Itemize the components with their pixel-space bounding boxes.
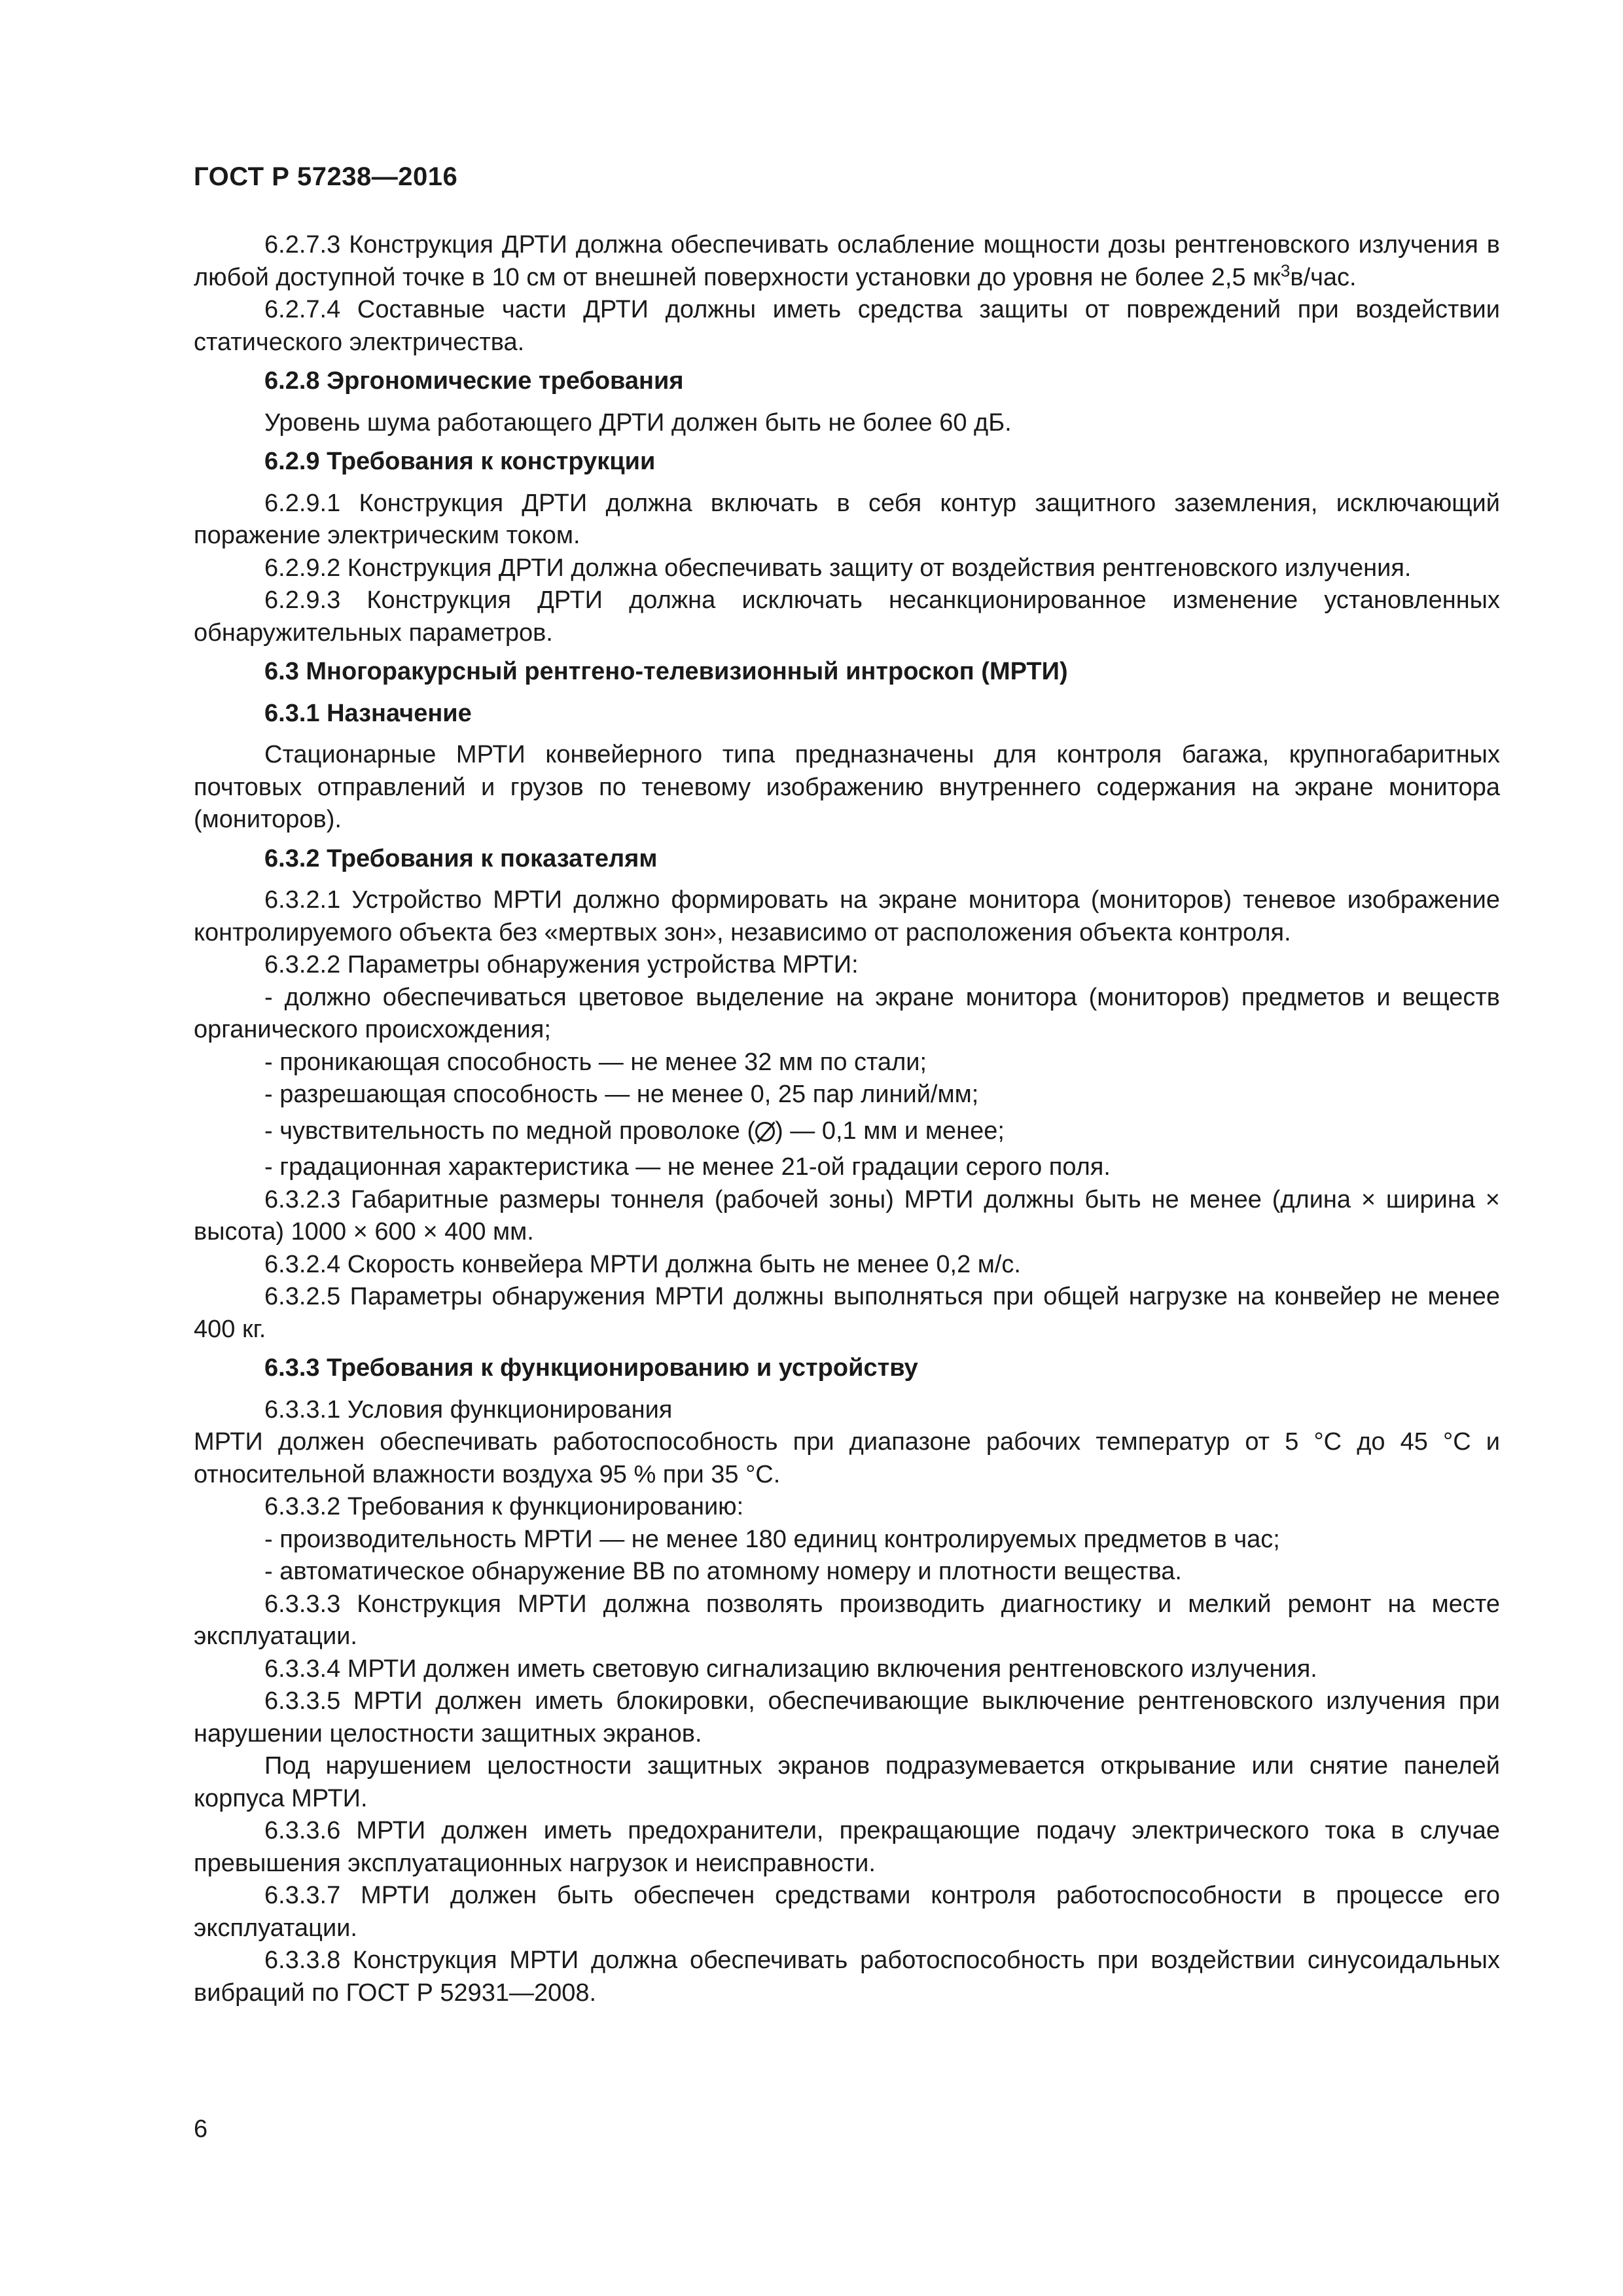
paragraph-6-2-8: Уровень шума работающего ДРТИ должен быть не более 60 дБ. xyxy=(264,408,1012,437)
paragraph-6-3-3-1: 6.3.3.1 Условия функционирования xyxy=(264,1395,673,1424)
diameter-icon xyxy=(755,1122,775,1141)
list-item: - проникающая способность — не менее 32 мм по стали; xyxy=(264,1048,927,1076)
heading-6-3-2: 6.3.2 Требования к показателям xyxy=(264,844,658,872)
paragraph-6-2-9-1: 6.2.9.1 Конструкция ДРТИ должна включать в себя контур защитного заземления, исключающий поражение электрическим током. xyxy=(194,489,1500,549)
paragraph-6-2-7-4: 6.2.7.4 Составные части ДРТИ должны иметь средства защиты от повреждений при воздействии статического электричества. xyxy=(194,296,1500,356)
list-item: - должно обеспечиваться цветовое выделение на экране монитора (мониторов) предметов и веществ органического происхождения; xyxy=(194,983,1500,1043)
list-item: - автоматическое обнаружение ВВ по атомному номеру и плотности вещества. xyxy=(264,1558,1182,1585)
page-number: 6 xyxy=(194,2115,208,2143)
superscript: 3 xyxy=(1280,260,1291,280)
paragraph-6-3-3-5-note: Под нарушением целостности защитных экранов подразумевается открывание или снятие панелей корпуса МРТИ. xyxy=(194,1752,1500,1812)
list-item: - градационная характеристика — не менее 21-ой градации серого поля. xyxy=(264,1153,1111,1181)
paragraph-6-3-2-4: 6.3.2.4 Скорость конвейера МРТИ должна быть не менее 0,2 м/с. xyxy=(264,1250,1021,1278)
paragraph-6-3-3-2: 6.3.3.2 Требования к функционированию: xyxy=(264,1493,744,1520)
heading-6-2-8: 6.2.8 Эргономические требования xyxy=(264,367,684,395)
paragraph-6-2-9-3: 6.2.9.3 Конструкция ДРТИ должна исключать несанкционированное изменение установленных обнаружительных параметров. xyxy=(194,586,1500,647)
heading-6-3: 6.3 Многоракурсный рентгено-телевизионный интроскоп (МРТИ) xyxy=(264,658,1068,685)
paragraph-6-3-1: Стационарные МРТИ конвейерного типа предназначены для контроля багажа, крупногабаритных почтовых отправлений и грузов по теневому изображению внутреннего содержания на экране монитора (мониторов). xyxy=(194,741,1500,833)
paragraph-6-3-3-1-body: МРТИ должен обеспечивать работоспособность при диапазоне рабочих температур от 5 °С до 45 °С и относительной влажности воздуха 95 % при 35 °С. xyxy=(194,1428,1500,1488)
heading-6-3-1: 6.3.1 Назначение xyxy=(264,699,472,727)
paragraph-6-3-2-1: 6.3.2.1 Устройство МРТИ должно формировать на экране монитора (мониторов) теневое изображение контролируемого объекта без «мертвых зон», независимо от расположения объекта контроля. xyxy=(194,886,1500,946)
list-item: - производительность МРТИ — не менее 180 единиц контролируемых предметов в час; xyxy=(264,1525,1280,1553)
document-code: ГОСТ Р 57238—2016 xyxy=(194,162,458,191)
paragraph-6-3-3-3: 6.3.3.3 Конструкция МРТИ должна позволять производить диагностику и мелкий ремонт на месте эксплуатации. xyxy=(194,1590,1500,1650)
list-item-text-end: ) — 0,1 мм и менее; xyxy=(775,1117,1005,1145)
paragraph-6-3-2-5: 6.3.2.5 Параметры обнаружения МРТИ должны выполняться при общей нагрузке на конвейер не менее 400 кг. xyxy=(194,1283,1500,1343)
paragraph-6-3-3-6: 6.3.3.6 МРТИ должен иметь предохранители, прекращающие подачу электрического тока в случае превышения эксплуатационных нагрузок и неисправности. xyxy=(194,1817,1500,1877)
paragraph-6-3-3-4: 6.3.3.4 МРТИ должен иметь световую сигнализацию включения рентгеновского излучения. xyxy=(264,1655,1317,1683)
paragraph-6-3-3-7: 6.3.3.7 МРТИ должен быть обеспечен средствами контроля работоспособности в процессе его эксплуатации. xyxy=(194,1882,1500,1942)
paragraph-text: 6.2.7.3 Конструкция ДРТИ должна обеспечивать ослабление мощности дозы рентгеновского излучения в любой доступной точке в 10 см от внешней поверхности установки до уровня не более 2,5 мк xyxy=(194,231,1500,291)
paragraph-6-3-2-3: 6.3.2.3 Габаритные размеры тоннеля (рабочей зоны) МРТИ должны быть не менее (длина × ширина × высота) 1000 × 600 × 400 мм. xyxy=(194,1185,1500,1246)
paragraph-6-2-7-3 xyxy=(194,229,1500,294)
list-item-text: - чувствительность по медной проволоке ( xyxy=(264,1117,756,1145)
heading-6-3-3: 6.3.3 Требования к функционированию и устройству xyxy=(264,1354,918,1382)
paragraph-text-end: в/час. xyxy=(1290,263,1357,291)
list-item: - разрешающая способность — не менее 0, 25 пар линий/мм; xyxy=(264,1081,979,1108)
list-item xyxy=(194,1115,1500,1148)
document-body xyxy=(194,229,1500,2009)
heading-6-2-9: 6.2.9 Требования к конструкции xyxy=(264,448,656,475)
paragraph-6-3-2-2: 6.3.2.2 Параметры обнаружения устройства МРТИ: xyxy=(264,951,859,978)
paragraph-6-3-3-5: 6.3.3.5 МРТИ должен иметь блокировки, обеспечивающие выключение рентгеновского излучения при нарушении целостности защитных экранов. xyxy=(194,1687,1500,1748)
paragraph-6-2-9-2: 6.2.9.2 Конструкция ДРТИ должна обеспечивать защиту от воздействия рентгеновского излучения. xyxy=(264,554,1412,582)
paragraph-6-3-3-8: 6.3.3.8 Конструкция МРТИ должна обеспечивать работоспособность при воздействии синусоидальных вибраций по ГОСТ Р 52931—2008. xyxy=(194,1946,1500,2007)
